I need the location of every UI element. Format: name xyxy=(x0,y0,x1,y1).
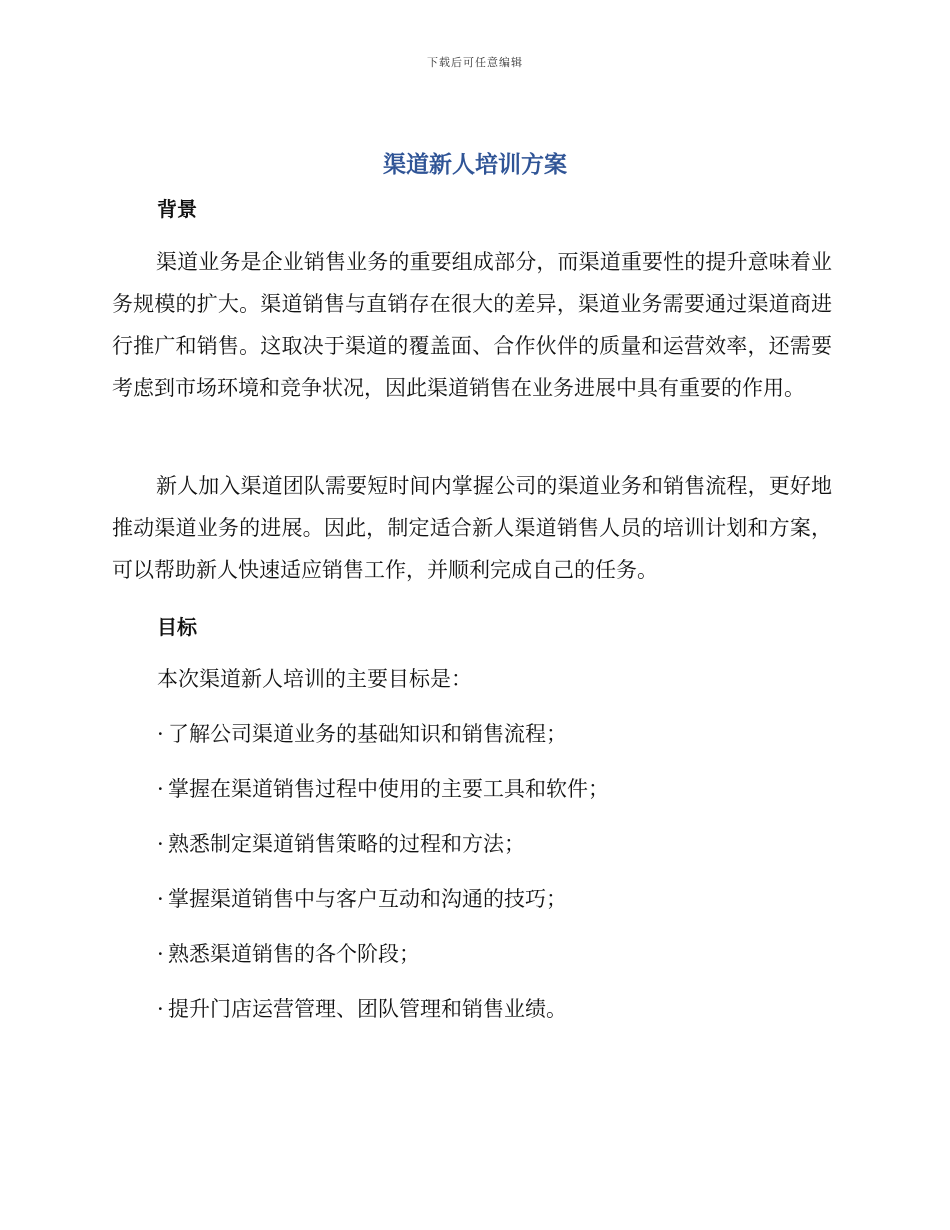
bullet-marker: · xyxy=(157,722,164,746)
list-item xyxy=(157,823,837,878)
list-item xyxy=(157,768,837,823)
list-item-text: 掌握渠道销售中与客户互动和沟通的技巧； xyxy=(168,887,567,911)
background-paragraph-2: 新人加入渠道团队需要短时间内掌握公司的渠道业务和销售流程，更好地推动渠道业务的进展。因此，制定适合新人渠道销售人员的培训计划和方案，可以帮助新人快速适应销售工作，并顺利完成自己的任务。 xyxy=(112,474,832,582)
list-item-text: 熟悉制定渠道销售策略的过程和方法； xyxy=(168,832,525,856)
bullet-marker: · xyxy=(157,997,164,1021)
background-paragraph-1: 渠道业务是企业销售业务的重要组成部分，而渠道重要性的提升意味着业务规模的扩大。渠道销售与直销存在很大的差异，渠道业务需要通过渠道商进行推广和销售。这取决于渠道的覆盖面、合作伙伴的质量和运营效率，还需要考虑到市场环境和竞争状况，因此渠道销售在业务进展中具有重要的作用。 xyxy=(112,250,832,400)
list-item-text: 掌握在渠道销售过程中使用的主要工具和软件； xyxy=(168,777,609,801)
document-title: 渠道新人培训方案 xyxy=(383,152,567,178)
section-heading-goals: 目标 xyxy=(157,615,197,639)
bullet-marker: · xyxy=(157,942,164,966)
list-item xyxy=(157,933,837,988)
bullet-marker: · xyxy=(157,887,164,911)
list-item xyxy=(157,713,837,768)
list-item xyxy=(157,988,837,1043)
bullet-marker: · xyxy=(157,832,164,856)
list-item xyxy=(157,878,837,933)
bullet-marker: · xyxy=(157,777,164,801)
goals-list xyxy=(157,713,837,1043)
list-item-text: 了解公司渠道业务的基础知识和销售流程； xyxy=(168,722,567,746)
header-note: 下载后可任意编辑 xyxy=(427,56,523,69)
list-item-text: 提升门店运营管理、团队管理和销售业绩。 xyxy=(168,997,567,1021)
list-item-text: 熟悉渠道销售的各个阶段； xyxy=(168,942,420,966)
goals-intro: 本次渠道新人培训的主要目标是： xyxy=(157,667,472,691)
section-heading-background: 背景 xyxy=(157,197,197,221)
